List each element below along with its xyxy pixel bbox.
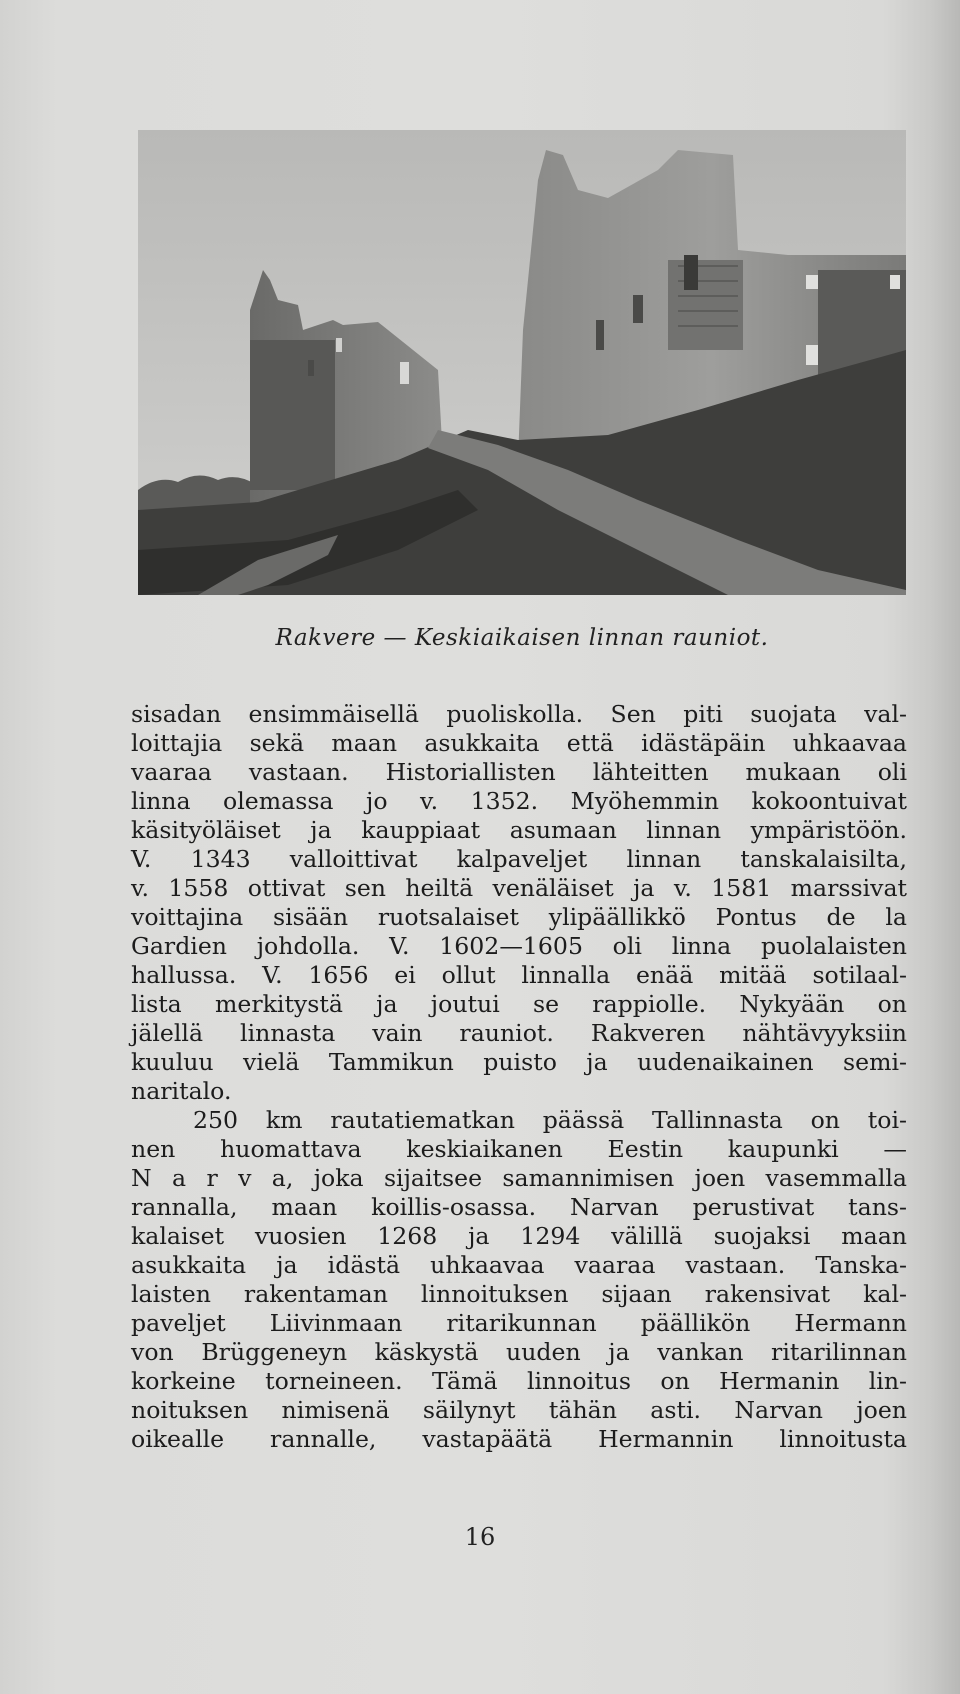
text-line: kuuluu vielä Tammikun puisto ja uudenaikainen semi-	[131, 1048, 907, 1076]
text-line: jälellä linnasta vain rauniot. Rakveren nähtävyyksiin	[131, 1019, 907, 1047]
text-line: v. 1558 ottivat sen heiltä venäläiset ja v. 1581 marssivat	[131, 874, 907, 902]
text-line: lista merkitystä ja joutui se rappiolle. Nykyään on	[131, 990, 907, 1018]
text-line: oikealle rannalle, vastapäätä Hermannin linnoitusta	[131, 1425, 907, 1453]
castle-ruins-photo	[138, 130, 906, 595]
text-line: naritalo.	[131, 1077, 232, 1105]
text-line: 250 km rautatiematkan päässä Tallinnasta on toi-	[193, 1106, 907, 1134]
text-line: vaaraa vastaan. Historiallisten lähteitten mukaan oli	[131, 758, 907, 786]
text-line: N a r v a, joka sijaitsee samannimisen joen vasemmalla	[131, 1164, 907, 1192]
text-line: von Brüggeneyn käskystä uuden ja vankan ritarilinnan	[131, 1338, 907, 1366]
page-number: 16	[464, 1523, 496, 1551]
photo-caption: Rakvere — Keskiaikaisen linnan rauniot.	[275, 625, 769, 651]
text-line: Gardien johdolla. V. 1602—1605 oli linna puolalaisten	[131, 932, 907, 960]
text-line: asukkaita ja idästä uhkaavaa vaaraa vastaan. Tanska-	[131, 1251, 907, 1279]
text-line: linna olemassa jo v. 1352. Myöhemmin kokoontuivat	[131, 787, 907, 815]
text-line: V. 1343 valloittivat kalpaveljet linnan tanskalaisilta,	[131, 845, 907, 873]
text-line: nen huomattava keskiaikanen Eestin kaupunki —	[131, 1135, 907, 1163]
text-line: paveljet Liivinmaan ritarikunnan päällikön Hermann	[131, 1309, 907, 1337]
text-line: noituksen nimisenä säilynyt tähän asti. Narvan joen	[131, 1396, 907, 1424]
text-line: laisten rakentaman linnoituksen sijaan rakensivat kal-	[131, 1280, 907, 1308]
text-line: loittajia sekä maan asukkaita että idästäpäin uhkaavaa	[131, 729, 907, 757]
text-line: hallussa. V. 1656 ei ollut linnalla enää mitää sotilaal-	[131, 961, 907, 989]
text-line: voittajina sisään ruotsalaiset ylipäällikkö Pontus de la	[131, 903, 907, 931]
text-line: kalaiset vuosien 1268 ja 1294 välillä suojaksi maan	[131, 1222, 907, 1250]
castle-ruins-image	[138, 130, 906, 595]
text-line: sisadan ensimmäisellä puoliskolla. Sen piti suojata val-	[131, 700, 907, 728]
text-line: korkeine torneineen. Tämä linnoitus on Hermanin lin-	[131, 1367, 907, 1395]
body-text	[131, 700, 907, 1454]
text-line: käsityöläiset ja kauppiaat asumaan linnan ympäristöön.	[131, 816, 907, 844]
text-line: rannalla, maan koillis-osassa. Narvan perustivat tans-	[131, 1193, 907, 1221]
